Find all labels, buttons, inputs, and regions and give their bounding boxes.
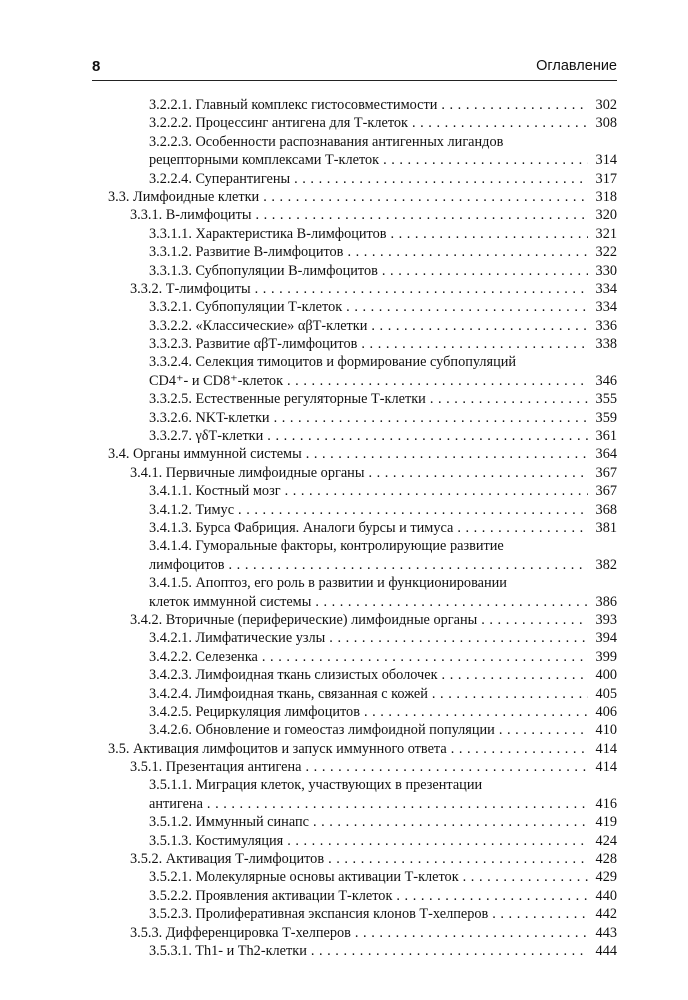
toc-page-number: 394 xyxy=(595,630,617,647)
dot-leader xyxy=(412,114,588,132)
dot-leader xyxy=(306,445,588,463)
toc-page-number: 346 xyxy=(595,372,617,389)
toc-page-number: 338 xyxy=(595,336,617,353)
toc-page-number: 359 xyxy=(595,409,617,426)
toc-entry-title: 3.4.2.6. Обновление и гомеостаз лимфоидной популяции xyxy=(149,722,495,739)
dot-leader xyxy=(430,390,588,408)
toc-entry[interactable] xyxy=(92,813,617,831)
toc-entry[interactable] xyxy=(92,574,617,611)
dot-leader xyxy=(262,648,588,666)
toc-entry[interactable] xyxy=(92,188,617,206)
toc-page-number: 386 xyxy=(595,593,617,610)
toc-page-number: 367 xyxy=(595,483,617,500)
toc-entry-title: 3.4.1.3. Бурса Фабриция. Аналоги бурсы и тимуса xyxy=(149,519,454,536)
toc-entry[interactable] xyxy=(92,114,617,132)
dot-leader xyxy=(287,372,588,390)
toc-entry-title: 3.2.2.4. Суперантигены xyxy=(149,170,291,187)
toc-entry-title: 3.3.2. Т-лимфоциты xyxy=(130,280,251,297)
toc-entry-title: лимфоцитов xyxy=(149,556,225,573)
toc-entry-title: 3.3.2.1. Субпопуляции Т-клеток xyxy=(149,299,343,316)
toc-entry[interactable] xyxy=(92,133,617,170)
toc-entry-title: 3.3.2.3. Развитие αβТ-лимфоцитов xyxy=(149,336,358,353)
toc-entry-title: 3.5.2.1. Молекулярные основы активации Т-клеток xyxy=(149,869,459,886)
dot-leader xyxy=(451,740,588,758)
toc-entry-title: 3.5.2.2. Проявления активации Т-клеток xyxy=(149,887,393,904)
toc-entry[interactable] xyxy=(92,868,617,886)
dot-leader xyxy=(499,721,588,739)
toc-page-number: 406 xyxy=(595,703,617,720)
toc-page-number: 416 xyxy=(595,795,617,812)
toc-entry-title: 3.3.1. В-лимфоциты xyxy=(130,207,252,224)
toc-entry-title: антигена xyxy=(149,795,203,812)
toc-entry-title: 3.5.1. Презентация антигена xyxy=(130,759,302,776)
toc-entry-title: 3.4.1. Первичные лимфоидные органы xyxy=(130,464,365,481)
toc-entry-title: 3.4.2.1. Лимфатические узлы xyxy=(149,630,326,647)
dot-leader xyxy=(315,593,588,611)
dot-leader xyxy=(481,611,588,629)
toc-page-number: 400 xyxy=(595,667,617,684)
toc-page-number: 444 xyxy=(595,942,617,959)
dot-leader xyxy=(347,243,588,261)
toc-entry[interactable] xyxy=(92,464,617,482)
toc-entry-title: 3.3.2.6. NKT-клетки xyxy=(149,409,270,426)
toc-page-number: 318 xyxy=(595,188,617,205)
toc-entry-title: 3.5.1.3. Костимуляция xyxy=(149,832,284,849)
dot-leader xyxy=(207,795,588,813)
running-title: Оглавление xyxy=(536,58,617,74)
toc-entry-title: 3.3.2.5. Естественные регуляторные Т-клетки xyxy=(149,391,426,408)
toc-entry[interactable] xyxy=(92,427,617,445)
toc-page-number: 429 xyxy=(595,869,617,886)
toc-entry[interactable] xyxy=(92,740,617,758)
dot-leader xyxy=(294,170,588,188)
dot-leader xyxy=(255,206,588,224)
toc-entry-title: 3.4.2.3. Лимфоидная ткань слизистых оболочек xyxy=(149,667,438,684)
toc-entry-title: 3.4.1.1. Костный мозг xyxy=(149,483,281,500)
toc-entry[interactable] xyxy=(92,353,617,390)
toc-entry[interactable] xyxy=(92,611,617,629)
toc-page-number: 428 xyxy=(595,851,617,868)
dot-leader xyxy=(371,317,588,335)
dot-leader xyxy=(441,96,588,114)
dot-leader xyxy=(346,298,588,316)
toc-entry-title: 3.4.2.2. Селезенка xyxy=(149,648,258,665)
toc-entry-title: 3.3.2.7. γδТ-клетки xyxy=(149,428,264,445)
toc-entry[interactable] xyxy=(92,648,617,666)
toc-entry[interactable] xyxy=(92,390,617,408)
toc-page-number: 361 xyxy=(595,428,617,445)
toc-page-number: 382 xyxy=(595,556,617,573)
toc-page-number: 334 xyxy=(595,299,617,316)
toc-entry-title: 3.4.1.5. Апоптоз, его роль в развитии и функционировании xyxy=(149,575,507,592)
toc-page-number: 321 xyxy=(595,225,617,242)
toc-entry[interactable] xyxy=(92,776,617,813)
dot-leader xyxy=(267,427,588,445)
toc-entry-title: 3.3.1.3. Субпопуляции В-лимфоцитов xyxy=(149,262,378,279)
toc-entry[interactable] xyxy=(92,942,617,960)
dot-leader xyxy=(383,151,588,169)
toc-entry[interactable] xyxy=(92,887,617,905)
dot-leader xyxy=(355,924,588,942)
toc-page-number: 368 xyxy=(595,501,617,518)
toc-page-number: 443 xyxy=(595,924,617,941)
dot-leader xyxy=(306,758,588,776)
toc-entry-title: 3.5.3. Дифференцировка Т-хелперов xyxy=(130,924,351,941)
toc-entry[interactable] xyxy=(92,924,617,942)
toc-entry-title: 3.3. Лимфоидные клетки xyxy=(108,188,260,205)
toc-entry-title: 3.4.1.4. Гуморальные факторы, контролирующие развитие xyxy=(149,538,504,555)
toc-entry[interactable] xyxy=(92,758,617,776)
toc-entry-title: 3.4. Органы иммунной системы xyxy=(108,446,302,463)
toc-entry[interactable] xyxy=(92,225,617,243)
toc-entry[interactable] xyxy=(92,850,617,868)
toc-page-number: 414 xyxy=(595,740,617,757)
toc-entry[interactable] xyxy=(92,280,617,298)
toc-entry[interactable] xyxy=(92,317,617,335)
dot-leader xyxy=(361,335,588,353)
toc-entry-title: 3.5.1.1. Миграция клеток, участвующих в презентации xyxy=(149,777,483,794)
dot-leader xyxy=(442,666,588,684)
toc-entry[interactable] xyxy=(92,666,617,684)
dot-leader xyxy=(229,556,588,574)
toc-entry-title: 3.2.2.2. Процессинг антигена для Т-клеток xyxy=(149,115,408,132)
toc-entry[interactable] xyxy=(92,832,617,850)
toc-entry[interactable] xyxy=(92,721,617,739)
toc-page-number: 314 xyxy=(595,152,617,169)
toc-entry[interactable] xyxy=(92,335,617,353)
toc-page-number: 440 xyxy=(595,887,617,904)
toc-page-number: 334 xyxy=(595,280,617,297)
toc-page-number: 367 xyxy=(595,464,617,481)
toc-page-number: 419 xyxy=(595,814,617,831)
toc-page-number: 355 xyxy=(595,391,617,408)
toc-page-number: 424 xyxy=(595,832,617,849)
dot-leader xyxy=(263,188,588,206)
page-header xyxy=(92,58,617,81)
toc-page-number: 317 xyxy=(595,170,617,187)
dot-leader xyxy=(396,887,588,905)
toc-page-number: 302 xyxy=(595,97,617,113)
toc-page-number: 405 xyxy=(595,685,617,702)
toc-entry-title: 3.5.3.1. Th1- и Th2-клетки xyxy=(149,942,307,959)
dot-leader xyxy=(457,519,588,537)
toc-page-number: 381 xyxy=(595,519,617,536)
toc-entry-title: 3.5.2.3. Пролиферативная экспансия клонов Т-хелперов xyxy=(149,906,489,923)
toc-page-number: 399 xyxy=(595,648,617,665)
dot-leader xyxy=(287,832,588,850)
toc-entry[interactable] xyxy=(92,629,617,647)
toc-entry[interactable] xyxy=(92,243,617,261)
toc-entry[interactable] xyxy=(92,501,617,519)
toc-entry-title: 3.3.2.2. «Классические» αβТ-клетки xyxy=(149,317,368,334)
toc-entry[interactable] xyxy=(92,206,617,224)
toc-entry[interactable] xyxy=(92,685,617,703)
toc-entry-title: 3.3.1.2. Развитие В-лимфоцитов xyxy=(149,244,344,261)
toc-entry-title: 3.4.1.2. Тимус xyxy=(149,501,235,518)
toc-entry[interactable] xyxy=(92,298,617,316)
toc-page-number: 364 xyxy=(595,446,617,463)
toc-entry[interactable] xyxy=(92,262,617,280)
toc-entry-title: 3.4.2.4. Лимфоидная ткань, связанная с кожей xyxy=(149,685,428,702)
toc-entry[interactable] xyxy=(92,96,617,114)
dot-leader xyxy=(432,685,588,703)
toc-entry-title: клеток иммунной системы xyxy=(149,593,312,610)
toc-page-number: 330 xyxy=(595,262,617,279)
toc-entry-title: 3.3.1.1. Характеристика В-лимфоцитов xyxy=(149,225,387,242)
dot-leader xyxy=(390,225,588,243)
toc-page-number: 414 xyxy=(595,759,617,776)
dot-leader xyxy=(328,850,588,868)
toc-entry-title: 3.3.2.4. Селекция тимоцитов и формирование субпопуляций xyxy=(149,354,517,371)
toc-entry-title: 3.5.1.2. Иммунный синапс xyxy=(149,814,309,831)
toc-entry[interactable] xyxy=(92,537,617,574)
dot-leader xyxy=(313,813,588,831)
toc-entry[interactable] xyxy=(92,519,617,537)
toc-page-number: 320 xyxy=(595,207,617,224)
toc-entry-title: 3.5. Активация лимфоцитов и запуск иммунного ответа xyxy=(108,740,447,757)
toc-page-number: 322 xyxy=(595,244,617,261)
toc-entry-title: CD4⁺- и CD8⁺-клеток xyxy=(149,372,284,389)
toc-entry[interactable] xyxy=(92,409,617,427)
toc-entry-title: 3.5.2. Активация Т-лимфоцитов xyxy=(130,851,325,868)
dot-leader xyxy=(255,280,588,298)
dot-leader xyxy=(311,942,588,960)
toc-entry-title: 3.2.2.3. Особенности распознавания антигенных лигандов xyxy=(149,133,504,150)
dot-leader xyxy=(368,464,588,482)
toc-entry[interactable] xyxy=(92,482,617,500)
dot-leader xyxy=(492,905,588,923)
dot-leader xyxy=(463,868,588,886)
toc-page-number: 442 xyxy=(595,906,617,923)
dot-leader xyxy=(364,703,588,721)
toc-page-number: 393 xyxy=(595,611,617,628)
toc-entry-title: рецепторными комплексами Т-клеток xyxy=(149,152,380,169)
dot-leader xyxy=(238,501,588,519)
toc-entry[interactable] xyxy=(92,905,617,923)
dot-leader xyxy=(382,262,588,280)
toc-entry-title: 3.4.2. Вторичные (периферические) лимфоидные органы xyxy=(130,611,478,628)
toc-entry-title: 3.4.2.5. Рециркуляция лимфоцитов xyxy=(149,703,360,720)
page-number: 8 xyxy=(92,58,101,75)
toc-entry-title: 3.2.2.1. Главный комплекс гистосовместимости xyxy=(149,97,438,113)
toc-entry[interactable] xyxy=(92,703,617,721)
toc-page-number: 410 xyxy=(595,722,617,739)
table-of-contents xyxy=(92,96,617,960)
toc-page-number: 336 xyxy=(595,317,617,334)
toc-page-number: 308 xyxy=(595,115,617,132)
toc-entry[interactable] xyxy=(92,445,617,463)
dot-leader xyxy=(329,629,588,647)
toc-entry[interactable] xyxy=(92,170,617,188)
dot-leader xyxy=(285,482,588,500)
dot-leader xyxy=(274,409,588,427)
